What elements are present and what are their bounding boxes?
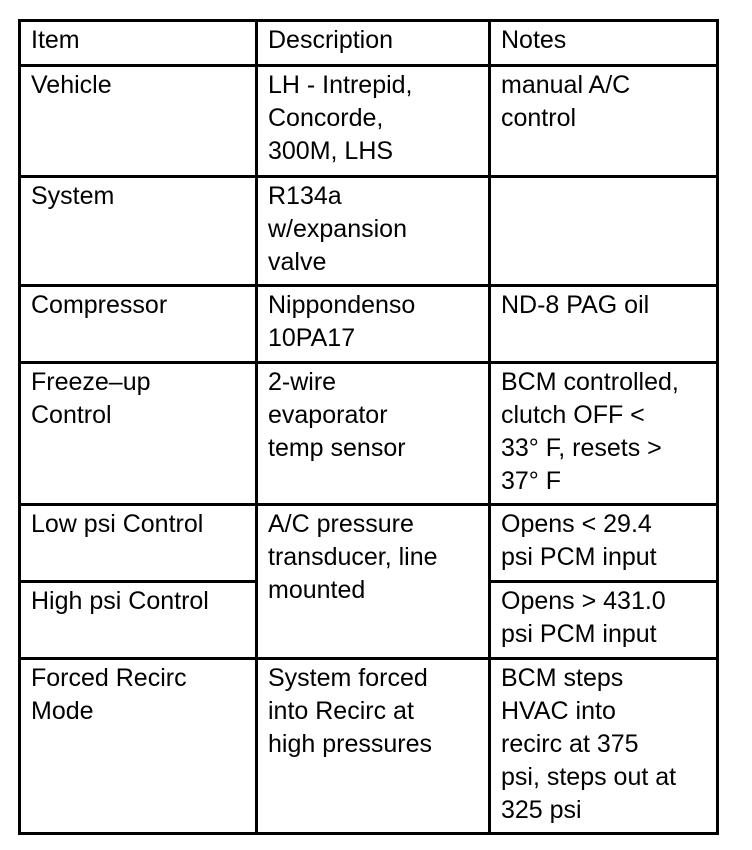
row-item: Compressor bbox=[20, 286, 257, 363]
description-line: transducer, line bbox=[268, 543, 438, 571]
notes-line: clutch OFF < bbox=[501, 401, 645, 429]
row-description bbox=[257, 659, 490, 834]
table-row bbox=[20, 66, 718, 177]
item-line: Mode bbox=[31, 697, 94, 725]
notes-line: recirc at 375 bbox=[501, 730, 639, 758]
notes-line: 325 psi bbox=[501, 796, 582, 824]
row-item: Vehicle bbox=[20, 66, 257, 177]
notes-line: control bbox=[501, 104, 577, 132]
header-notes: Notes bbox=[490, 21, 718, 66]
header-row bbox=[20, 21, 718, 66]
description-line: 300M, LHS bbox=[268, 137, 394, 165]
description-line: w/expansion bbox=[268, 215, 407, 243]
table-row bbox=[20, 286, 718, 363]
notes-line: psi PCM input bbox=[501, 620, 657, 648]
description-line: Concorde, bbox=[268, 104, 384, 132]
row-notes bbox=[490, 659, 718, 834]
description-line: System forced bbox=[268, 664, 428, 692]
row-notes bbox=[490, 582, 718, 659]
row-item: Low psi Control bbox=[20, 505, 257, 582]
notes-line: BCM controlled, bbox=[501, 368, 679, 396]
row-notes bbox=[490, 177, 718, 286]
description-line: valve bbox=[268, 248, 327, 276]
notes-line: psi PCM input bbox=[501, 543, 657, 571]
row-item: System bbox=[20, 177, 257, 286]
notes-line: Opens < 29.4 bbox=[501, 510, 652, 538]
notes-line: psi, steps out at bbox=[501, 763, 677, 791]
item-line: Freeze–up bbox=[31, 368, 151, 396]
description-line: 2-wire bbox=[268, 368, 337, 396]
description-line: mounted bbox=[268, 576, 366, 604]
header-description: Description bbox=[257, 21, 490, 66]
row-description bbox=[257, 505, 490, 659]
description-line: temp sensor bbox=[268, 434, 406, 462]
row-description bbox=[257, 286, 490, 363]
notes-line: Opens > 431.0 bbox=[501, 587, 666, 615]
description-line: LH - Intrepid, bbox=[268, 71, 413, 99]
item-line: Control bbox=[31, 401, 112, 429]
row-notes bbox=[490, 286, 718, 363]
row-item: High psi Control bbox=[20, 582, 257, 659]
table-row bbox=[20, 177, 718, 286]
description-line: evaporator bbox=[268, 401, 388, 429]
ac-spec-table bbox=[18, 19, 719, 835]
row-item bbox=[20, 659, 257, 834]
description-line: A/C pressure bbox=[268, 510, 414, 538]
description-line: Nippondenso bbox=[268, 291, 416, 319]
description-line: into Recirc at bbox=[268, 697, 414, 725]
row-description bbox=[257, 66, 490, 177]
row-description bbox=[257, 363, 490, 505]
row-description bbox=[257, 177, 490, 286]
notes-line: 37° F bbox=[501, 467, 562, 495]
row-notes bbox=[490, 363, 718, 505]
notes-line: ND-8 PAG oil bbox=[501, 291, 650, 319]
description-line: R134a bbox=[268, 182, 342, 210]
table-row bbox=[20, 363, 718, 505]
description-line: 10PA17 bbox=[268, 324, 356, 352]
notes-line: BCM steps bbox=[501, 664, 624, 692]
description-line: high pressures bbox=[268, 730, 432, 758]
table-row bbox=[20, 659, 718, 834]
notes-line: 33° F, resets > bbox=[501, 434, 662, 462]
item-line: Forced Recirc bbox=[31, 664, 187, 692]
notes-line: HVAC into bbox=[501, 697, 616, 725]
table-row bbox=[20, 505, 718, 582]
row-item bbox=[20, 363, 257, 505]
row-notes bbox=[490, 505, 718, 582]
header-item: Item bbox=[20, 21, 257, 66]
row-notes bbox=[490, 66, 718, 177]
notes-line: manual A/C bbox=[501, 71, 631, 99]
